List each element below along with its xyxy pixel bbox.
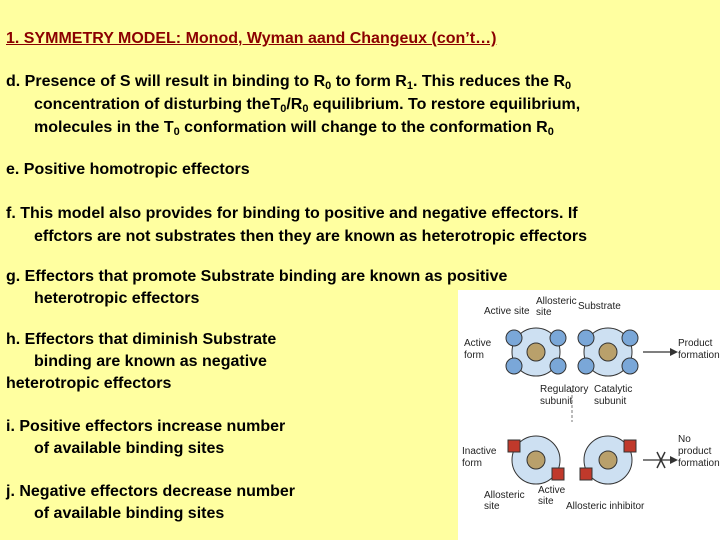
inactive-enzyme-complex	[508, 436, 636, 484]
label-allosteric-site-top-1: Allosteric	[536, 296, 577, 307]
label-allosteric-site-bottom-1: Allosteric	[484, 490, 525, 501]
label-catalytic-subunit-2: subunit	[594, 396, 627, 407]
point-f-line2: effctors are not substrates then they are known as heterotropic effectors	[34, 228, 588, 245]
point-h-line1: h. Effectors that diminish Substrate	[6, 331, 277, 348]
label-catalytic-subunit-1: Catalytic	[594, 384, 633, 395]
label-active-site-top: Active site	[484, 306, 530, 317]
point-d-line1: d. Presence of S will result in binding to $R_0$ to form $R_1$. This reduces the $R_0$	[6, 73, 572, 92]
point-d-line3: molecules in the $T_0$ conformation will change to the conformation $R_0$	[34, 119, 554, 138]
point-h-line2: binding are known as negative	[34, 353, 267, 370]
point-i-line1: i. Positive effectors increase number	[6, 418, 286, 435]
label-allosteric-inhibitor: Allosteric inhibitor	[566, 501, 645, 512]
point-h-line3: heterotropic effectors	[6, 375, 172, 392]
allosteric-enzyme-figure	[458, 290, 720, 540]
point-e: e. Positive homotropic effectors	[6, 161, 250, 178]
label-regulatory-subunit-2: subunit	[540, 396, 573, 407]
point-i-line2: of available binding sites	[34, 440, 225, 457]
label-active-site-bottom-1: Active	[538, 485, 566, 496]
slide-title: 1. SYMMETRY MODEL: Monod, Wyman aand Changeux (con’t…)	[6, 30, 497, 47]
label-product-formation-2: formation	[678, 350, 720, 361]
label-regulatory-subunit-1: Regulatory	[540, 384, 589, 395]
label-inactive-form-2: form	[462, 458, 482, 469]
point-d-line2: concentration of disturbing $theT_0/R_0$ equilibrium. To restore equilibrium,	[34, 96, 581, 115]
label-product-formation-1: Product	[678, 338, 713, 349]
label-substrate: Substrate	[578, 301, 621, 312]
point-j-line2: of available binding sites	[34, 505, 225, 522]
point-g-line2: heterotropic effectors	[34, 290, 200, 307]
active-enzyme-complex	[506, 328, 638, 376]
label-allosteric-site-top-2: site	[536, 307, 552, 318]
label-no-product-3: formation	[678, 458, 720, 469]
label-no-product-2: product	[678, 446, 712, 457]
label-inactive-form-1: Inactive	[462, 446, 497, 457]
point-f-line1: f. This model also provides for binding to positive and negative effectors. If	[6, 205, 578, 222]
label-active-site-bottom-2: site	[538, 496, 554, 507]
label-active-form-2: form	[464, 350, 484, 361]
label-allosteric-site-bottom-2: site	[484, 501, 500, 512]
label-active-form-1: Active	[464, 338, 492, 349]
allosteric-diagram	[458, 290, 720, 540]
point-j-line1: j. Negative effectors decrease number	[6, 483, 296, 500]
label-no-product-1: No	[678, 434, 691, 445]
point-g-line1: g. Effectors that promote Substrate binding are known as positive	[6, 268, 508, 285]
